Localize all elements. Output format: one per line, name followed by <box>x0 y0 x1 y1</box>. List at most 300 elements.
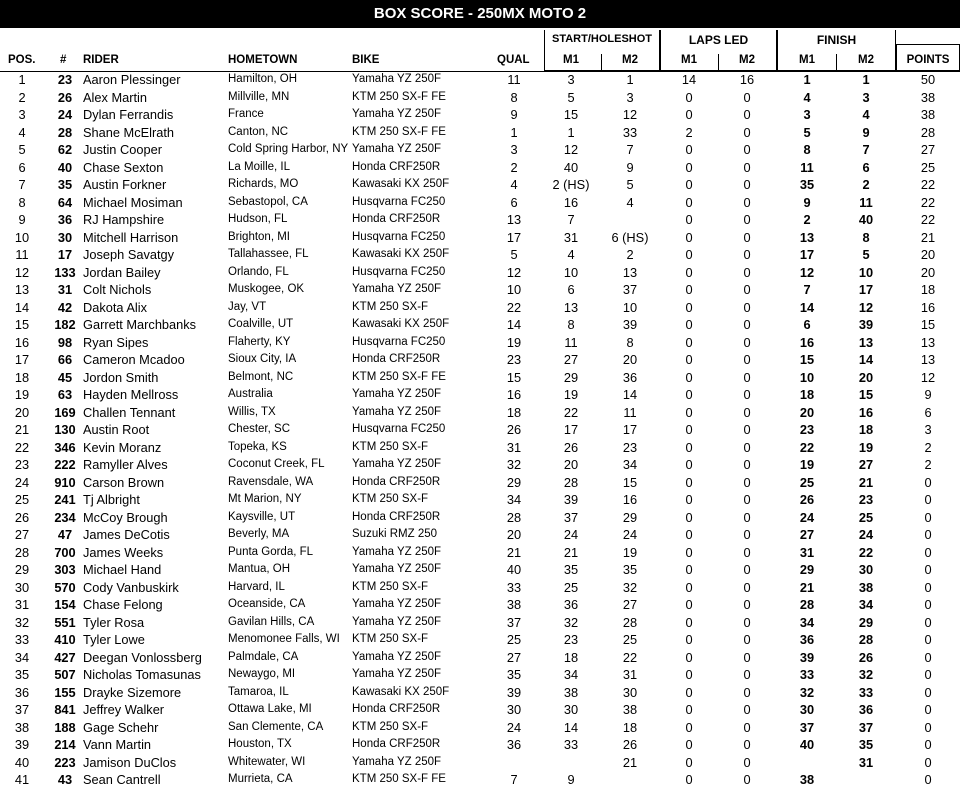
finish-m1-cell: 26 <box>799 492 815 507</box>
finish-m1-cell: 8 <box>803 142 811 157</box>
position-cell: 16 <box>14 334 30 350</box>
finish-m2-cell: 23 <box>858 492 874 507</box>
number-cell: 130 <box>54 422 76 437</box>
table-row <box>0 631 960 649</box>
laps-m1-cell: 0 <box>685 247 693 262</box>
bike-cell: Kawasaki KX 250F <box>352 685 450 698</box>
laps-m1-cell: 0 <box>685 264 693 280</box>
start-m1-cell: 2 (HS) <box>552 177 590 192</box>
bike-cell: Yamaha YZ 250F <box>352 755 442 768</box>
number-cell: 43 <box>57 772 73 787</box>
start-m1-cell: 1 <box>567 124 575 140</box>
start-m1-cell: 31 <box>563 229 579 245</box>
hometown-cell: Harvard, IL <box>228 580 285 593</box>
bike-cell: Honda CRF250R <box>352 510 441 523</box>
position-cell: 26 <box>14 509 30 525</box>
number-cell: 346 <box>54 439 76 455</box>
laps-m2-cell: 0 <box>743 492 751 507</box>
finish-m2-cell: 18 <box>858 422 874 437</box>
position-cell: 37 <box>14 702 30 717</box>
start-m1-cell: 17 <box>563 422 579 437</box>
finish-m2-cell: 3 <box>862 89 870 105</box>
hometown-cell: Richards, MO <box>228 178 299 190</box>
bike-cell: Yamaha YZ 250F <box>352 108 442 120</box>
bike-cell: Yamaha YZ 250F <box>352 73 442 85</box>
points-cell: 0 <box>924 719 932 735</box>
finish-m2-cell: 33 <box>858 684 874 700</box>
finish-m2-cell: 21 <box>858 474 874 490</box>
finish-m2-cell: 28 <box>858 632 874 647</box>
position-cell: 40 <box>14 754 30 770</box>
hometown-cell: Kaysville, UT <box>228 510 296 523</box>
start-m2-cell: 38 <box>622 702 638 717</box>
laps-m2-cell: 0 <box>743 702 751 717</box>
qual-cell: 15 <box>506 369 522 385</box>
qual-cell: 23 <box>506 352 522 367</box>
laps-m1-cell: 0 <box>685 684 693 700</box>
page-title: BOX SCORE - 250MX MOTO 2 <box>0 0 960 28</box>
start-m1-cell: 14 <box>563 719 579 735</box>
table-row <box>0 369 960 387</box>
qual-cell: 38 <box>506 597 522 612</box>
hometown-cell: Flaherty, KY <box>228 335 291 348</box>
position-cell: 5 <box>18 142 26 157</box>
number-cell: 17 <box>57 247 73 262</box>
table-row <box>0 771 960 789</box>
bike-cell: KTM 250 SX-F <box>352 720 429 733</box>
rider-cell: RJ Hampshire <box>83 212 165 227</box>
hometown-cell: Palmdale, CA <box>228 650 299 663</box>
laps-m2-cell: 0 <box>743 334 751 350</box>
points-cell: 2 <box>924 457 932 472</box>
rider-cell: Deegan Vonlossberg <box>83 649 202 665</box>
qual-cell: 28 <box>506 509 522 525</box>
rider-cell: Dylan Ferrandis <box>83 107 174 122</box>
finish-m2-cell: 6 <box>862 159 870 175</box>
bike-cell: Yamaha YZ 250F <box>352 143 442 155</box>
rider-cell: Colt Nichols <box>83 282 152 297</box>
bike-cell: Yamaha YZ 250F <box>352 668 442 680</box>
qual-cell: 40 <box>506 562 522 577</box>
bike-cell: KTM 250 SX-F <box>352 493 429 505</box>
start-m1-cell: 19 <box>563 387 579 402</box>
laps-m2-cell: 0 <box>743 439 751 455</box>
laps-m2-cell: 0 <box>743 352 751 367</box>
rider-cell: McCoy Brough <box>83 509 168 525</box>
finish-m2-cell: 40 <box>858 212 874 227</box>
qual-cell: 3 <box>510 142 518 157</box>
finish-m1-cell: 39 <box>799 649 815 665</box>
qual-cell: 27 <box>506 649 522 665</box>
table-row <box>0 71 960 89</box>
laps-m2-cell: 0 <box>743 632 751 647</box>
finish-m2-cell: 30 <box>858 562 874 577</box>
hometown-cell: Murrieta, CA <box>228 773 293 785</box>
qual-cell: 6 <box>510 194 518 210</box>
start-m2-cell: 12 <box>622 107 638 122</box>
finish-m1-cell: 11 <box>800 159 814 175</box>
number-cell: 241 <box>54 492 76 507</box>
points-cell: 0 <box>924 684 932 700</box>
number-cell: 182 <box>54 317 76 332</box>
position-cell: 12 <box>14 264 30 280</box>
finish-m2-cell: 13 <box>858 334 874 350</box>
laps-m2-cell: 16 <box>739 72 755 87</box>
rider-cell: Austin Root <box>83 422 150 437</box>
finish-m1-cell: 14 <box>799 299 815 315</box>
start-m2-cell: 19 <box>622 544 638 560</box>
finish-m2-cell: 22 <box>858 544 874 560</box>
laps-m1-cell: 0 <box>685 89 693 105</box>
position-cell: 39 <box>14 737 30 752</box>
start-m2-cell: 13 <box>622 264 638 280</box>
bike-cell: KTM 250 SX-F <box>352 580 429 593</box>
laps-m1-cell: 14 <box>681 72 697 87</box>
hometown-cell: Tamaroa, IL <box>228 685 289 698</box>
finish-m1-cell: 37 <box>799 719 815 735</box>
start-m1-cell: 11 <box>564 334 578 350</box>
rider-cell: Gage Schehr <box>83 719 159 735</box>
rider-cell: Ryan Sipes <box>83 334 149 350</box>
start-m2-cell: 3 <box>626 89 634 105</box>
start-m1-cell: 37 <box>563 509 579 525</box>
finish-m2-cell: 16 <box>858 404 874 420</box>
start-m2-cell: 25 <box>622 632 638 647</box>
laps-m2-cell: 0 <box>743 737 751 752</box>
laps-m1-cell: 0 <box>685 177 693 192</box>
laps-m2-cell: 0 <box>743 247 751 262</box>
hometown-cell: Hamilton, OH <box>228 73 298 85</box>
start-m2-cell: 36 <box>622 369 638 385</box>
table-row <box>0 579 960 597</box>
number-cell: 45 <box>57 369 73 385</box>
rider-cell: Shane McElrath <box>83 124 175 140</box>
finish-m1-cell: 10 <box>799 369 815 385</box>
finish-m1-cell: 22 <box>799 439 815 455</box>
laps-m2-cell: 0 <box>743 177 751 192</box>
start-m1-cell: 10 <box>563 264 579 280</box>
start-m1-cell: 9 <box>567 772 575 787</box>
qual-cell: 13 <box>506 212 522 227</box>
start-m1-cell: 5 <box>567 89 575 105</box>
table-row <box>0 159 960 177</box>
number-cell: 23 <box>57 72 73 87</box>
qual-cell: 20 <box>506 527 522 542</box>
bike-cell: Kawasaki KX 250F <box>352 318 450 330</box>
laps-m1-cell: 0 <box>685 369 693 385</box>
col-finish-m2: M2 <box>858 54 874 66</box>
start-m1-cell: 30 <box>563 702 579 717</box>
qual-cell: 25 <box>506 632 522 647</box>
bike-cell: Suzuki RMZ 250 <box>352 528 438 540</box>
start-m2-cell: 17 <box>622 422 638 437</box>
number-cell: 427 <box>54 649 76 665</box>
table-row <box>0 684 960 702</box>
finish-m2-cell: 15 <box>858 387 874 402</box>
finish-m1-cell: 27 <box>799 527 815 542</box>
start-m1-cell: 16 <box>563 194 579 210</box>
bike-cell: KTM 250 SX-F FE <box>352 90 446 103</box>
hometown-cell: Houston, TX <box>228 738 292 750</box>
number-cell: 410 <box>54 632 76 647</box>
position-cell: 17 <box>14 352 30 367</box>
position-cell: 7 <box>18 177 26 192</box>
finish-m2-cell: 31 <box>858 754 874 770</box>
bike-cell: Yamaha YZ 250F <box>352 563 442 575</box>
laps-m1-cell: 0 <box>685 754 693 770</box>
points-cell: 22 <box>920 194 936 210</box>
rider-cell: Austin Forkner <box>83 177 167 192</box>
start-m1-cell: 15 <box>563 107 579 122</box>
col-qual: QUAL <box>497 54 530 66</box>
table-row <box>0 106 960 124</box>
finish-m1-cell: 36 <box>799 632 815 647</box>
start-holeshot-header: START/HOLESHOT <box>551 33 652 45</box>
rider-cell: James Weeks <box>83 544 164 560</box>
start-m2-cell: 31 <box>622 667 638 682</box>
start-m1-cell: 26 <box>563 439 579 455</box>
hometown-cell: Oceanside, CA <box>228 598 306 610</box>
rider-cell: Cameron Mcadoo <box>83 352 185 367</box>
qual-cell: 32 <box>506 457 522 472</box>
start-m2-cell: 10 <box>622 299 638 315</box>
points-cell: 38 <box>920 89 936 105</box>
rider-cell: Jordan Bailey <box>83 264 161 280</box>
qual-cell: 30 <box>506 702 522 717</box>
points-cell: 0 <box>924 544 932 560</box>
finish-m2-cell: 2 <box>862 177 870 192</box>
laps-m1-cell: 0 <box>685 334 693 350</box>
start-m2-cell: 11 <box>623 404 637 420</box>
start-m1-cell: 33 <box>563 737 579 752</box>
laps-m2-cell: 0 <box>743 369 751 385</box>
rider-cell: Michael Mosiman <box>83 194 183 210</box>
position-cell: 6 <box>18 159 26 175</box>
table-row <box>0 299 960 317</box>
hometown-cell: Belmont, NC <box>228 370 294 383</box>
points-cell: 13 <box>920 334 936 350</box>
finish-m1-cell: 15 <box>799 352 815 367</box>
points-cell: 15 <box>920 317 936 332</box>
qual-cell: 7 <box>510 772 518 787</box>
start-m1-cell: 12 <box>563 142 579 157</box>
number-cell: 188 <box>54 719 76 735</box>
position-cell: 35 <box>14 667 30 682</box>
finish-m1-cell: 18 <box>799 387 815 402</box>
divider <box>718 54 719 71</box>
laps-m1-cell: 0 <box>685 509 693 525</box>
finish-m1-cell: 7 <box>803 282 811 297</box>
qual-cell: 37 <box>506 614 522 630</box>
position-cell: 29 <box>14 562 30 577</box>
bike-cell: Yamaha YZ 250F <box>352 388 442 400</box>
table-row <box>0 509 960 527</box>
table-row <box>0 264 960 282</box>
finish-m1-cell: 4 <box>803 89 811 105</box>
col-start-m2: M2 <box>622 54 638 66</box>
start-m2-cell: 27 <box>622 597 638 612</box>
position-cell: 9 <box>18 212 26 227</box>
points-cell: 27 <box>920 142 936 157</box>
laps-m1-cell: 0 <box>685 667 693 682</box>
table-row <box>0 211 960 229</box>
rider-cell: Kevin Moranz <box>83 439 162 455</box>
qual-cell: 5 <box>510 247 518 262</box>
table-row <box>0 736 960 754</box>
bike-cell: Yamaha YZ 250F <box>352 283 442 295</box>
position-cell: 28 <box>14 544 30 560</box>
start-m2-cell: 30 <box>622 684 638 700</box>
number-cell: 28 <box>57 124 73 140</box>
bike-cell: KTM 250 SX-F <box>352 300 429 313</box>
finish-m2-cell: 39 <box>858 317 874 332</box>
hometown-cell: San Clemente, CA <box>228 720 324 733</box>
hometown-cell: Tallahassee, FL <box>228 248 309 260</box>
rider-cell: Hayden Mellross <box>83 387 179 402</box>
points-cell: 2 <box>924 439 932 455</box>
finish-m2-cell: 19 <box>858 439 874 455</box>
start-m2-cell: 37 <box>622 282 638 297</box>
start-m1-cell: 22 <box>563 404 579 420</box>
number-cell: 223 <box>54 754 76 770</box>
start-m1-cell: 28 <box>563 474 579 490</box>
start-m1-cell: 21 <box>563 544 579 560</box>
col-laps-m2: M2 <box>739 54 755 66</box>
points-cell: 20 <box>920 247 936 262</box>
rider-cell: Vann Martin <box>83 737 152 752</box>
bike-cell: Husqvarna FC250 <box>352 335 446 348</box>
laps-m1-cell: 0 <box>685 194 693 210</box>
start-m2-cell: 4 <box>626 194 634 210</box>
start-m2-cell: 22 <box>622 649 638 665</box>
col-number: # <box>60 54 67 66</box>
start-m1-cell: 13 <box>563 299 579 315</box>
position-cell: 19 <box>14 387 30 402</box>
finish-m2-cell: 36 <box>858 702 874 717</box>
finish-m1-cell: 21 <box>799 579 815 595</box>
position-cell: 14 <box>14 299 30 315</box>
position-cell: 15 <box>14 317 30 332</box>
finish-m1-cell: 34 <box>799 614 815 630</box>
laps-m1-cell: 0 <box>685 719 693 735</box>
rider-cell: Cody Vanbuskirk <box>83 579 179 595</box>
qual-cell: 39 <box>506 684 522 700</box>
col-laps-m1: M1 <box>681 54 697 66</box>
finish-m2-cell: 37 <box>858 719 874 735</box>
laps-m2-cell: 0 <box>743 264 751 280</box>
finish-m2-cell: 27 <box>858 457 874 472</box>
rider-cell: Challen Tennant <box>83 404 176 420</box>
hometown-cell: Chester, SC <box>228 423 290 435</box>
hometown-cell: Coalville, UT <box>228 318 294 330</box>
table-row <box>0 456 960 474</box>
laps-m1-cell: 0 <box>685 439 693 455</box>
laps-m2-cell: 0 <box>743 107 751 122</box>
bike-cell: Husqvarna FC250 <box>352 265 446 278</box>
rider-cell: Alex Martin <box>83 89 148 105</box>
start-m1-cell: 29 <box>563 369 579 385</box>
start-m1-cell: 3 <box>567 72 575 87</box>
start-m2-cell: 14 <box>622 387 638 402</box>
hometown-cell: Millville, MN <box>228 90 290 103</box>
points-cell: 0 <box>924 702 932 717</box>
laps-m1-cell: 0 <box>685 737 693 752</box>
start-m1-cell: 20 <box>563 457 579 472</box>
rider-cell: Dakota Alix <box>83 299 148 315</box>
qual-cell: 33 <box>506 579 522 595</box>
position-cell: 13 <box>14 282 30 297</box>
divider <box>601 54 602 71</box>
start-m2-cell: 1 <box>626 72 634 87</box>
table-row <box>0 614 960 632</box>
qual-cell: 17 <box>506 229 522 245</box>
number-cell: 155 <box>54 684 76 700</box>
laps-m1-cell: 0 <box>685 579 693 595</box>
rider-cell: Ramyller Alves <box>83 457 168 472</box>
start-m2-cell: 23 <box>622 439 638 455</box>
position-cell: 25 <box>14 492 30 507</box>
finish-m1-cell: 24 <box>799 509 815 525</box>
bike-cell: Husqvarna FC250 <box>352 195 446 208</box>
points-cell: 0 <box>924 509 932 525</box>
number-cell: 169 <box>54 404 76 420</box>
number-cell: 62 <box>57 142 73 157</box>
number-cell: 910 <box>54 474 76 490</box>
start-m2-cell: 24 <box>622 527 638 542</box>
start-m2-cell: 5 <box>626 177 634 192</box>
bike-cell: Honda CRF250R <box>352 353 441 365</box>
finish-m2-cell: 11 <box>859 194 873 210</box>
col-bike: BIKE <box>352 54 380 66</box>
table-row <box>0 246 960 264</box>
table-row <box>0 316 960 334</box>
bike-cell: KTM 250 SX-F FE <box>352 125 446 138</box>
laps-m1-cell: 0 <box>685 299 693 315</box>
qual-cell: 2 <box>510 159 518 175</box>
laps-m2-cell: 0 <box>743 667 751 682</box>
laps-m1-cell: 0 <box>685 474 693 490</box>
number-cell: 222 <box>54 457 76 472</box>
start-m1-cell: 32 <box>563 614 579 630</box>
qual-cell: 26 <box>506 422 522 437</box>
start-m1-cell: 36 <box>563 597 579 612</box>
finish-m2-cell: 24 <box>858 527 874 542</box>
position-cell: 41 <box>14 772 30 787</box>
finish-m2-cell: 7 <box>862 142 870 157</box>
bike-cell: Honda CRF250R <box>352 475 441 488</box>
qual-cell: 14 <box>506 317 522 332</box>
finish-m1-cell: 32 <box>799 684 815 700</box>
start-m1-cell: 8 <box>567 317 575 332</box>
position-cell: 24 <box>14 474 30 490</box>
points-cell: 0 <box>924 492 932 507</box>
hometown-cell: Mt Marion, NY <box>228 493 302 505</box>
bike-cell: Husqvarna FC250 <box>352 230 446 243</box>
number-cell: 154 <box>54 597 76 612</box>
number-cell: 30 <box>57 229 73 245</box>
number-cell: 570 <box>54 579 76 595</box>
start-m2-cell: 15 <box>622 474 638 490</box>
col-hometown: HOMETOWN <box>228 54 298 66</box>
laps-m1-cell: 0 <box>685 404 693 420</box>
col-pos: POS. <box>8 54 36 66</box>
points-cell: 38 <box>920 107 936 122</box>
position-cell: 38 <box>14 719 30 735</box>
finish-m1-cell: 19 <box>799 457 815 472</box>
laps-m2-cell: 0 <box>743 684 751 700</box>
finish-m1-cell: 28 <box>799 597 815 612</box>
qual-cell: 16 <box>506 387 522 402</box>
